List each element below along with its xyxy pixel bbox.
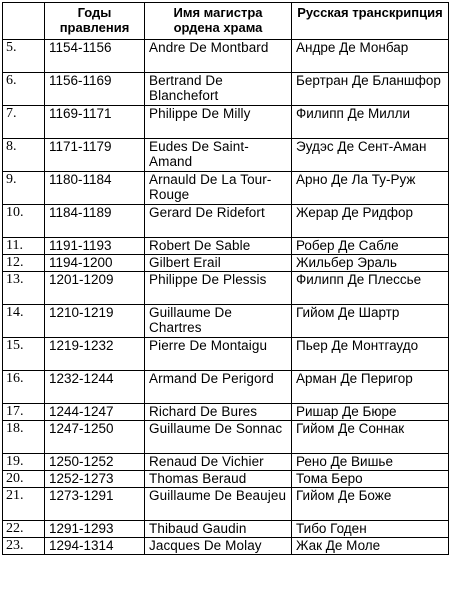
row-years: 1294-1314	[45, 538, 145, 555]
row-master-name: Thomas Beraud	[145, 471, 292, 488]
table-row	[3, 106, 449, 139]
table-row	[3, 305, 449, 338]
row-master-name: Gilbert Erail	[145, 255, 292, 272]
row-years: 1154-1156	[45, 40, 145, 73]
row-years: 1180-1184	[45, 172, 145, 205]
row-russian-name: Жерар Де Ридфор	[292, 205, 449, 238]
row-russian-name: Тома Беро	[292, 471, 449, 488]
row-master-name: Thibaud Gaudin	[145, 521, 292, 538]
table-row	[3, 238, 449, 255]
row-russian-name: Бертран Де Бланшфор	[292, 73, 449, 106]
row-russian-name: Тибо Годен	[292, 521, 449, 538]
table-row	[3, 73, 449, 106]
row-years: 1247-1250	[45, 421, 145, 454]
table-row	[3, 139, 449, 172]
row-years: 1252-1273	[45, 471, 145, 488]
row-number: 17.	[3, 404, 45, 421]
row-master-name: Armand De Perigord	[145, 371, 292, 404]
row-years: 1273-1291	[45, 488, 145, 521]
row-years: 1184-1189	[45, 205, 145, 238]
row-master-name: Richard De Bures	[145, 404, 292, 421]
row-number: 21.	[3, 488, 45, 521]
row-number: 14.	[3, 305, 45, 338]
row-master-name: Arnauld De La Tour-Rouge	[145, 172, 292, 205]
row-number: 18.	[3, 421, 45, 454]
row-russian-name: Гийом Де Соннак	[292, 421, 449, 454]
table-row	[3, 338, 449, 371]
row-number: 6.	[3, 73, 45, 106]
row-number: 20.	[3, 471, 45, 488]
table-row	[3, 255, 449, 272]
row-russian-name: Ришар Де Бюре	[292, 404, 449, 421]
row-number: 23.	[3, 538, 45, 555]
row-number: 15.	[3, 338, 45, 371]
row-years: 1191-1193	[45, 238, 145, 255]
header-master-name: Имя магистра ордена храма	[145, 3, 292, 40]
table-row	[3, 421, 449, 454]
row-number: 16.	[3, 371, 45, 404]
row-russian-name: Гийом Де Шартр	[292, 305, 449, 338]
row-years: 1201-1209	[45, 272, 145, 305]
row-number: 9.	[3, 172, 45, 205]
row-russian-name: Арно Де Ла Ту-Руж	[292, 172, 449, 205]
row-master-name: Guillaume De Beaujeu	[145, 488, 292, 521]
row-russian-name: Робер Де Сабле	[292, 238, 449, 255]
row-number: 10.	[3, 205, 45, 238]
table-row	[3, 521, 449, 538]
row-russian-name: Пьер Де Монтгаудо	[292, 338, 449, 371]
row-years: 1156-1169	[45, 73, 145, 106]
grand-masters-table	[2, 2, 449, 555]
row-years: 1232-1244	[45, 371, 145, 404]
row-russian-name: Жильбер Эраль	[292, 255, 449, 272]
table-row	[3, 205, 449, 238]
row-master-name: Guillaume De Chartres	[145, 305, 292, 338]
row-russian-name: Филипп Де Плессье	[292, 272, 449, 305]
row-russian-name: Филипп Де Милли	[292, 106, 449, 139]
row-russian-name: Рено Де Вишье	[292, 454, 449, 471]
row-number: 5.	[3, 40, 45, 73]
row-years: 1171-1179	[45, 139, 145, 172]
row-number: 13.	[3, 272, 45, 305]
row-master-name: Guillaume De Sonnac	[145, 421, 292, 454]
table-row	[3, 471, 449, 488]
row-master-name: Gerard De Ridefort	[145, 205, 292, 238]
row-years: 1244-1247	[45, 404, 145, 421]
table-row	[3, 371, 449, 404]
header-number	[3, 3, 45, 40]
row-master-name: Jacques De Molay	[145, 538, 292, 555]
row-master-name: Pierre De Montaigu	[145, 338, 292, 371]
row-russian-name: Жак Де Моле	[292, 538, 449, 555]
row-years: 1291-1293	[45, 521, 145, 538]
row-russian-name: Гийом Де Боже	[292, 488, 449, 521]
header-years: Годы правления	[45, 3, 145, 40]
row-years: 1194-1200	[45, 255, 145, 272]
row-number: 8.	[3, 139, 45, 172]
row-years: 1210-1219	[45, 305, 145, 338]
row-russian-name: Андре Де Монбар	[292, 40, 449, 73]
table-row	[3, 488, 449, 521]
row-number: 19.	[3, 454, 45, 471]
row-master-name: Robert De Sable	[145, 238, 292, 255]
table-row	[3, 454, 449, 471]
row-number: 7.	[3, 106, 45, 139]
row-master-name: Eudes De Saint-Amand	[145, 139, 292, 172]
row-years: 1169-1171	[45, 106, 145, 139]
table-row	[3, 538, 449, 555]
table-row	[3, 272, 449, 305]
row-years: 1250-1252	[45, 454, 145, 471]
table-header-row	[3, 3, 449, 40]
header-russian-transcription: Русская транскрипция	[292, 3, 449, 40]
table-row	[3, 172, 449, 205]
row-russian-name: Эудэс Де Сент-Аман	[292, 139, 449, 172]
row-master-name: Renaud De Vichier	[145, 454, 292, 471]
row-number: 11.	[3, 238, 45, 255]
row-years: 1219-1232	[45, 338, 145, 371]
table-row	[3, 40, 449, 73]
row-master-name: Bertrand De Blanchefort	[145, 73, 292, 106]
row-master-name: Philippe De Milly	[145, 106, 292, 139]
row-master-name: Andre De Montbard	[145, 40, 292, 73]
row-master-name: Philippe De Plessis	[145, 272, 292, 305]
row-russian-name: Арман Де Перигор	[292, 371, 449, 404]
row-number: 22.	[3, 521, 45, 538]
table-row	[3, 404, 449, 421]
row-number: 12.	[3, 255, 45, 272]
